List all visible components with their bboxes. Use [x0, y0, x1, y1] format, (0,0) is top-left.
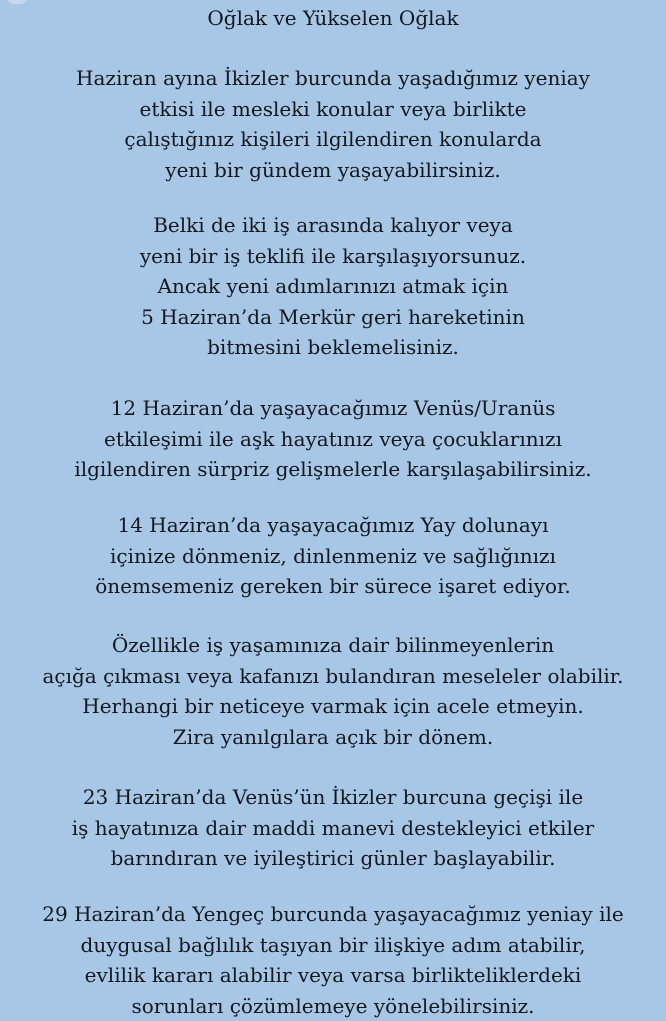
- paragraph-line: Zira yanılgılara açık bir dönem.: [172, 724, 494, 749]
- paragraph-line: Haziran ayına İkizler burcunda yaşadığımız yeniay: [76, 66, 590, 90]
- paragraph-line: 14 Haziran’da yaşayacağımız Yay dolunayı: [117, 513, 549, 537]
- paragraph-sagittarius-full-moon: [0, 510, 666, 602]
- paragraph-mercury-retrograde: [0, 210, 666, 363]
- paragraph-work-life-unknowns: [0, 630, 666, 752]
- paragraph-line: açığa çıkması veya kafanızı bulandıran meseleler olabilir.: [42, 663, 624, 688]
- paragraph-line: yeni bir gündem yaşayabilirsiniz.: [165, 157, 501, 182]
- paragraph-line: önemsemeniz gereken bir sürece işaret ediyor.: [95, 574, 571, 598]
- paragraph-line: Ancak yeni adımlarınızı atmak için: [157, 274, 509, 298]
- paragraph-line: 23 Haziran’da Venüs’ün İkizler burcuna geçişi ile: [82, 785, 584, 809]
- paragraph-line: 29 Haziran’da Yengeç burcunda yaşayacağımız yeniay ile: [42, 902, 624, 926]
- paragraph-new-moon-gemini: [0, 63, 666, 185]
- page-title: Oğlak ve Yükselen Oğlak: [207, 6, 459, 30]
- paragraph-line: Belki de iki iş arasında kalıyor veya: [153, 213, 513, 237]
- paragraph-venus-gemini-ingress: [0, 782, 666, 874]
- paragraph-line: 12 Haziran’da yaşayacağımız Venüs/Uranüs: [110, 396, 556, 420]
- paragraph-line: etkisi ile mesleki konular veya birlikte: [139, 96, 527, 121]
- paragraph-line: iş hayatınıza dair maddi manevi destekleyici etkiler: [71, 815, 595, 840]
- paragraph-line: 5 Haziran’da Merkür geri hareketinin: [141, 304, 525, 329]
- paragraph-line: sorunları çözümlemeye yönelebilirsiniz.: [131, 993, 535, 1018]
- paragraph-line: yeni bir iş teklifi ile karşılaşıyorsunuz.: [139, 243, 527, 268]
- paragraph-line: ilgilendiren sürpriz gelişmelerle karşılaşabilirsiniz.: [74, 457, 592, 481]
- paragraph-line: içinize dönmeniz, dinlenmeniz ve sağlığınızı: [110, 543, 556, 568]
- paragraph-line: barındıran ve iyileştirici günler başlayabilir.: [110, 846, 556, 870]
- paragraph-line: çalıştığınız kişileri ilgilendiren konularda: [124, 127, 542, 151]
- paragraph-cancer-new-moon: [0, 899, 666, 1021]
- paragraph-line: duygusal bağlılık taşıyan bir ilişkiye adım atabilir,: [80, 932, 586, 957]
- paragraph-line: etkileşimi ile aşk hayatınız veya çocuklarınızı: [104, 426, 562, 451]
- paragraph-line: Özellikle iş yaşamınıza dair bilinmeyenlerin: [111, 633, 555, 657]
- paragraph-line: bitmesini beklemelisiniz.: [207, 335, 459, 359]
- paragraph-venus-uranus: [0, 393, 666, 485]
- paragraph-line: evlilik kararı alabilir veya varsa birlikteliklerdeki: [84, 963, 582, 987]
- paragraph-line: Herhangi bir neticeye varmak için acele etmeyin.: [82, 694, 584, 718]
